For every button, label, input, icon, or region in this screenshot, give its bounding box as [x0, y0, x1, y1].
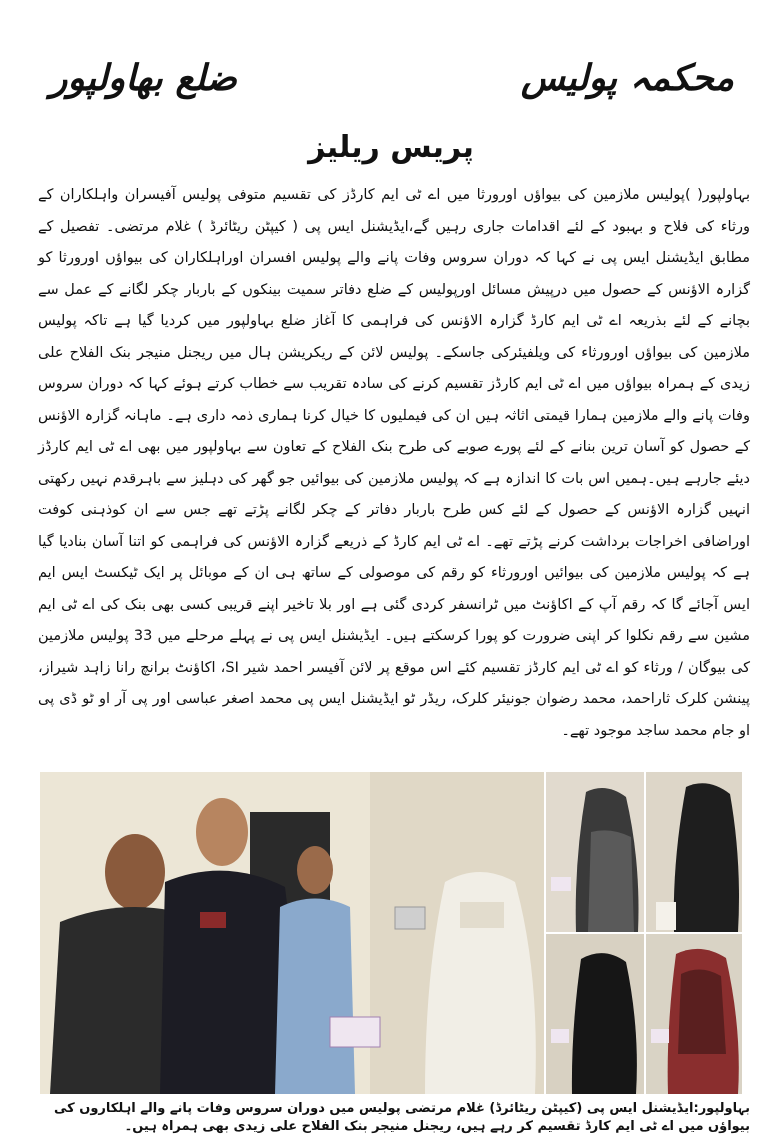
widow-receiving-card-4	[646, 934, 742, 1094]
press-release-title: پریس ریلیز	[308, 130, 474, 165]
district-heading: ضلع بھاولپور	[50, 58, 237, 99]
widow-receiving-card-3	[546, 934, 644, 1094]
widow-receiving-card-1	[546, 772, 644, 932]
photo-caption: بہاولپور:ایڈیشنل ایس پی (کیپٹن ریٹائرڈ) غلام مرتضی پولیس میں دوران سروس وفات پانے والے اہلکاروں کی بیواؤں میں اے ٹی ایم کارڈ تقسیم کر رہے ہیں، ریجنل منیجر بنک الفلاح علی زیدی بھی ہمراہ ہیں۔	[54, 1101, 750, 1134]
department-heading: محکمہ پولیس	[520, 58, 734, 99]
press-release-body	[38, 180, 750, 747]
ceremony-photo	[40, 772, 544, 1094]
widow-receiving-card-2	[646, 772, 742, 932]
body-paragraph: بہاولپور( )پولیس ملازمین کی بیواؤں اورورثا میں اے ٹی ایم کارڈز کی تقسیم متوفی پولیس آفیسران واہلکاران کے ورثاء کی فلاح و بہبود کے لئے اقدامات جاری رہیں گے،ایڈیشنل ایس پی ( کیپٹن ریٹائرڈ ) غلام مرتضی۔ تفصیل کے مطابق ایڈیشنل ایس پی نے کہا کہ دوران سروس وفات پانے والے پولیس افسران اوراہلکاران کی بیواؤں اورورثا کو گزارہ الاؤنس کے حصول میں درپیش مسائل اورپولیس کے ضلع دفاتر سمیت بینکوں کے باربار چکر لگانے کے عمل سے بچانے کے لئے بذریعہ اے ٹی ایم کارڈ گزارہ الاؤنس کی فراہمی کا آغاز ضلع بہاولپور میں کردیا گیا ہے تاکہ پولیس ملازمین کی بیواؤں اورورثاء کی ویلفیئرکی جاسکے۔ پولیس لائن کے ریکریشن ہال میں ریجنل منیجر بنک الفلاح علی زیدی کے ہمراہ بیواؤں میں اے ٹی ایم کارڈز تقسیم کرنے کی سادہ تقریب سے خطاب کرتے ہوئے کہا کہ دوران سروس وفات پانے والے ملازمین ہمارا قیمتی اثاثہ ہیں ان کی فیملیوں کا خیال کرنا ہماری ذمہ داری ہے۔ ماہانہ گزارہ الاؤنس کے حصول کو آسان ترین بنانے کے لئے پورے صوبے کی طرح بنک الفلاح کے تعاون سے بہاولپور میں بھی اے ٹی ایم کارڈز دیئے جارہے ہیں۔ہمیں اس بات کا اندازہ ہے کہ پولیس ملازمین کی بیوائیں جو گھر کی دہلیز سے باہرقدم نہیں رکھتی انہیں گزارہ الاؤنس کے حصول کے لئے کس طرح باربار دفاتر کے چکر لگانے پڑتے تھے جس سے ان کوذہنی کوفت اوراضافی اخراجات برداشت کرنے پڑتے تھے۔ اے ٹی ایم کارڈ کے ذریعے گزارہ الاؤنس کی فراہمی کو اتنا آسان بنادیا گیا ہے کہ پولیس ملازمین کی بیوائیں اورورثاء کو رقم کی موصولی کے ساتھ ہی ان کے موبائل پر ایک ٹیکسٹ ایس ایم ایس آجائے گا کہ رقم آپ کے اکاؤنٹ میں ٹرانسفر کردی گئی ہے اور بلا تاخیر اپنے قریبی کسی بھی بنک کی اے ٹی ایم مشین سے رقم نکلوا کر اپنی ضرورت کو پورا کرسکتے ہیں۔ ایڈیشنل ایس پی نے پہلے مرحلے میں 33 پولیس ملازمین کی بیوگان / ورثاء کو اے ٹی ایم کارڈز تقسیم کئے اس موقع پر لائن آفیسر احمد شیر SI، اکاؤنٹ برانچ رانا زاہد شیراز، پینشن کلرک ثاراحمد، محمد رضوان جونیئر کلرک، ریڈر ٹو ایڈیشنل ایس پی محمد اصغر عباسی اور پی آر او ٹو ڈی پی او جام محمد ساجد موجود تھے۔	[38, 187, 750, 739]
